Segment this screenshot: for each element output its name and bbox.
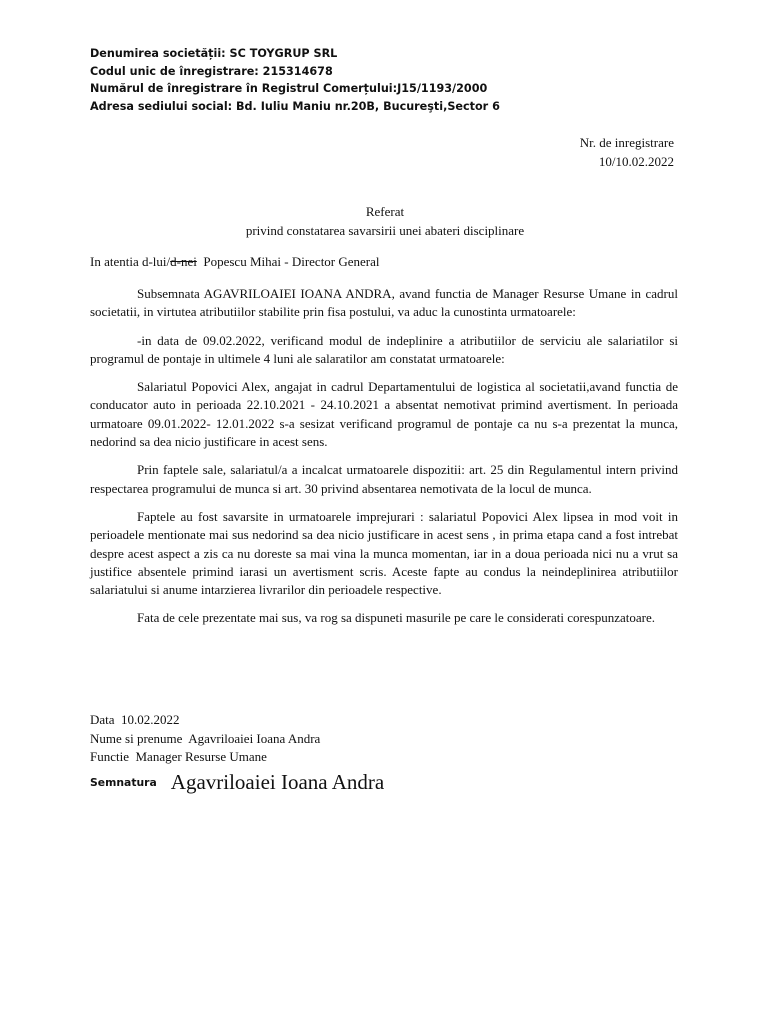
body-paragraph: Faptele au fost savarsite in urmatoarele imprejurari : salariatul Popovici Alex lipsea in mod voit in perioadele mentionate mai sus nedorind sa dea nicio justificare in acest sens , in prima etapa cand a fost intrebat despre acest aspect a zis ca nu doreste sa mai vina la munca momentan, iar in a doua perioada nici nu a vrut sa justifice absentele primind iarasi un avertisment scris. Aceste fapte au condus la neindeplinirea atributiilor salariatului si anume intarzierea livrarilor din perioadele respective. bbox=[90, 508, 678, 598]
signature-line bbox=[90, 770, 384, 795]
body-paragraph: Fata de cele prezentate mai sus, va rog sa dispuneti masurile pe care le considerati corespunzatoare. bbox=[137, 610, 655, 626]
registration-block bbox=[580, 133, 674, 171]
document-subtitle: privind constatarea savarsirii unei abateri disciplinare bbox=[245, 222, 525, 238]
attention-line bbox=[90, 253, 380, 271]
body-paragraph: Subsemnata AGAVRILOAIEI IOANA ANDRA, avand functia de Manager Resurse Umane in cadrul societatii, in virtutea atributiilor stabilite prin fisa postului, va aduc la cunostinta urmatoarele: bbox=[90, 286, 678, 320]
company-trade-register: Numărul de înregistrare în Registrul Comerțului:J15/1193/2000 bbox=[90, 82, 488, 95]
attention-struck-text: d-nei bbox=[170, 254, 197, 269]
registration-number: 10/10.02.2022 bbox=[598, 154, 674, 169]
document-title-block bbox=[90, 203, 680, 240]
document-footer bbox=[90, 711, 320, 767]
body-paragraph: Salariatul Popovici Alex, angajat in cadrul Departamentului de logistica al societatii,avand functia de conducator auto in perioada 22.10.2021 - 24.10.2021 a absentat nemotivat primind avertisment. In perioada urmatoare 09.01.2022- 12.01.2022 s-a sesizat verificand programul de pontaje ca nu s-a prezentat la munca, nedorind sa dea nicio justificare in acest sens. bbox=[90, 379, 678, 450]
company-header bbox=[90, 45, 500, 115]
footer-date: Data 10.02.2022 bbox=[90, 712, 180, 727]
company-address: Adresa sediului social: Bd. Iuliu Maniu nr.20B, Bucureşti,Sector 6 bbox=[90, 99, 500, 113]
document-title: Referat bbox=[365, 204, 405, 219]
signature-label: Semnatura bbox=[90, 776, 157, 789]
registration-label: Nr. de inregistrare bbox=[579, 135, 674, 150]
signature-name: Agavriloaiei Ioana Andra bbox=[170, 770, 385, 794]
body-paragraph: -in data de 09.02.2022, verificand modul de indeplinire a atributiilor de serviciu ale salariatilor si programul de pontaje in ultimele 4 luni ale salaratilor am constatat urmatoarele: bbox=[90, 332, 678, 366]
attention-recipient: Popescu Mihai - Director General bbox=[196, 254, 380, 269]
body-paragraph: Prin faptele sale, salariatul/a a incalcat urmatoarele dispozitii: art. 25 din Regulamentul intern privind respectarea programului de munca si art. 30 privind absentarea nemotivata de la locul de munca. bbox=[90, 462, 678, 496]
company-cui: Codul unic de înregistrare: 215314678 bbox=[90, 64, 333, 78]
document-body bbox=[90, 285, 678, 638]
footer-name: Nume si prenume Agavriloaiei Ioana Andra bbox=[90, 730, 321, 746]
footer-function: Functie Manager Resurse Umane bbox=[90, 749, 267, 764]
attention-prefix: In atentia d-lui/ bbox=[90, 254, 171, 269]
company-name: Denumirea societății: SC TOYGRUP SRL bbox=[90, 47, 338, 60]
